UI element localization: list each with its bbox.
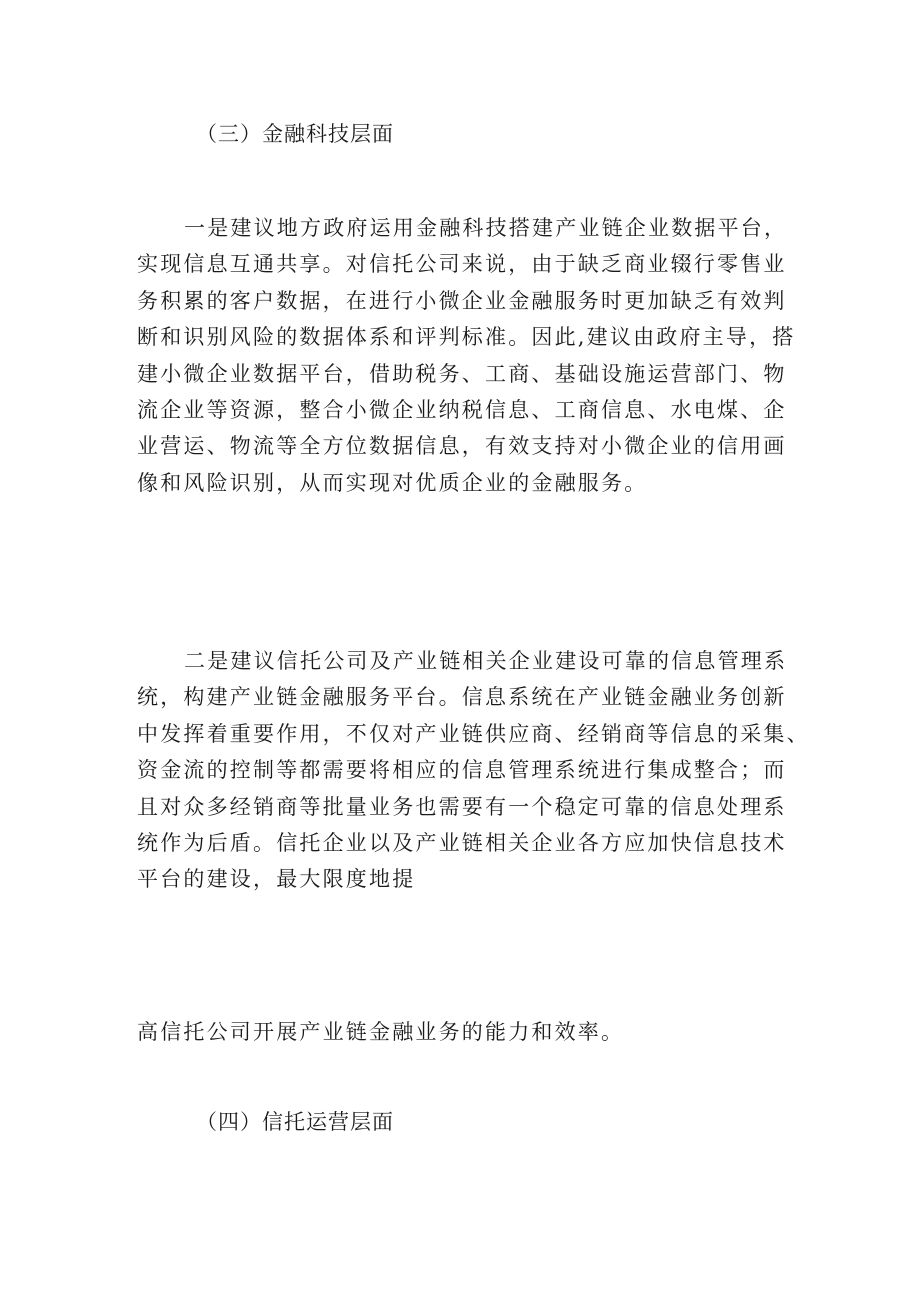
paragraph-2-line: 平台的建设，最大限度地提 [137, 867, 416, 892]
paragraph-1-line: 断和识别风险的数据体系和评判标准。因此,建议由政府主导，搭 [137, 325, 796, 350]
paragraph-3 [137, 1014, 817, 1050]
paragraph-1-line: 像和风险识别，从而实现对优质企业的金融服务。 [137, 470, 648, 495]
paragraph-1-line: 实现信息互通共享。对信托公司来说，由于缺乏商业辍行零售业 [137, 252, 787, 277]
paragraph-2-line: 资金流的控制等都需要将相应的信息管理系统进行集成整合；而 [137, 758, 787, 783]
paragraph-2-line: 中发挥着重要作用，不仅对产业链供应商、经销商等信息的采集、 [137, 721, 810, 746]
paragraph-2-line: 二是建议信托公司及产业链相关企业建设可靠的信息管理系 [184, 649, 788, 673]
paragraph-1-line: 一是建议地方政府运用金融科技搭建产业链企业数据平台， [184, 216, 788, 240]
paragraph-3-line: 高信托公司开展产业链金融业务的能力和效率。 [137, 1020, 625, 1044]
paragraph-2-line: 统，构建产业链金融服务平台。信息系统在产业链金融业务创新 [137, 685, 787, 710]
paragraph-2 [137, 643, 817, 898]
paragraph-1 [137, 210, 817, 501]
section-heading-3: （三）金融科技层面 [196, 122, 394, 146]
paragraph-1-line: 流企业等资源，整合小微企业纳税信息、工商信息、水电煤、企 [137, 398, 787, 423]
paragraph-2-line: 且对众多经销商等批量业务也需要有一个稳定可靠的信息处理系 [137, 794, 787, 819]
section-heading-4: （四）信托运营层面 [196, 1110, 394, 1134]
paragraph-1-line: 务积累的客户数据，在进行小微企业金融服务时更加缺乏有效判 [137, 288, 787, 313]
paragraph-1-line: 业营运、物流等全方位数据信息，有效支持对小微企业的信用画 [137, 434, 787, 459]
paragraph-2-line: 统作为后盾。信托企业以及产业链相关企业各方应加快信息技术 [137, 831, 787, 856]
paragraph-1-line: 建小微企业数据平台，借助税务、工商、基础设施运营部门、物 [137, 361, 787, 386]
